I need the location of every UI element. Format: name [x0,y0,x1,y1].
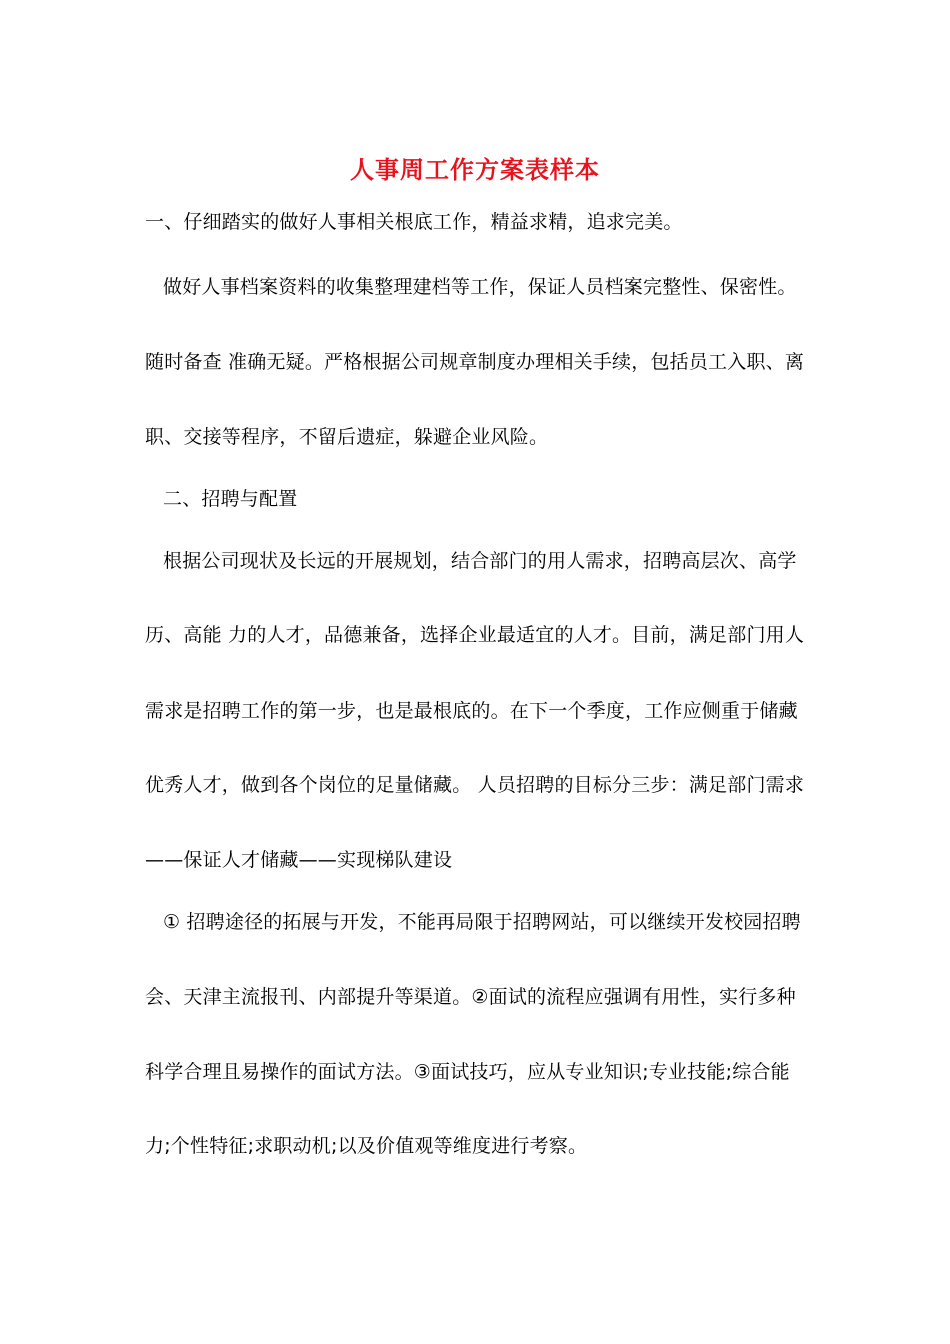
document-title: 人事周工作方案表样本 [350,155,600,184]
paragraph-line: 需求是招聘工作的第一步，也是最根底的。在下一个季度，工作应侧重于储藏 [145,700,798,722]
section-heading-1: 一、仔细踏实的做好人事相关根底工作，精益求精，追求完美。 [145,211,683,233]
paragraph-line: 根据公司现状及长远的开展规划，结合部门的用人需求，招聘高层次、高学 [163,550,797,572]
paragraph-line: 优秀人才，做到各个岗位的足量储藏。 人员招聘的目标分三步：满足部门需求 [145,774,805,796]
section-heading-2: 二、招聘与配置 [163,488,298,510]
paragraph-line: ① 招聘途径的拓展与开发，不能再局限于招聘网站，可以继续开发校园招聘 [163,911,801,933]
paragraph-line: 力;个性特征;求职动机;以及价值观等维度进行考察。 [145,1135,588,1157]
paragraph-line: 随时备查 准确无疑。严格根据公司规章制度办理相关手续，包括员工入职、离 [145,351,805,373]
paragraph-line: 科学合理且易操作的面试方法。③面试技巧，应从专业知识;专业技能;综合能 [145,1061,790,1083]
paragraph-line: 做好人事档案资料的收集整理建档等工作，保证人员档案完整性、保密性。 [163,276,797,298]
paragraph-line: 会、天津主流报刊、内部提升等渠道。②面试的流程应强调有用性，实行多种 [145,986,796,1008]
paragraph-line: 职、交接等程序，不留后遗症，躲避企业风险。 [145,426,549,448]
paragraph-line: 历、高能 力的人才，品德兼备，选择企业最适宜的人才。目前，满足部门用人 [145,624,805,646]
paragraph-line: ——保证人才储藏——实现梯队建设 [145,849,453,871]
